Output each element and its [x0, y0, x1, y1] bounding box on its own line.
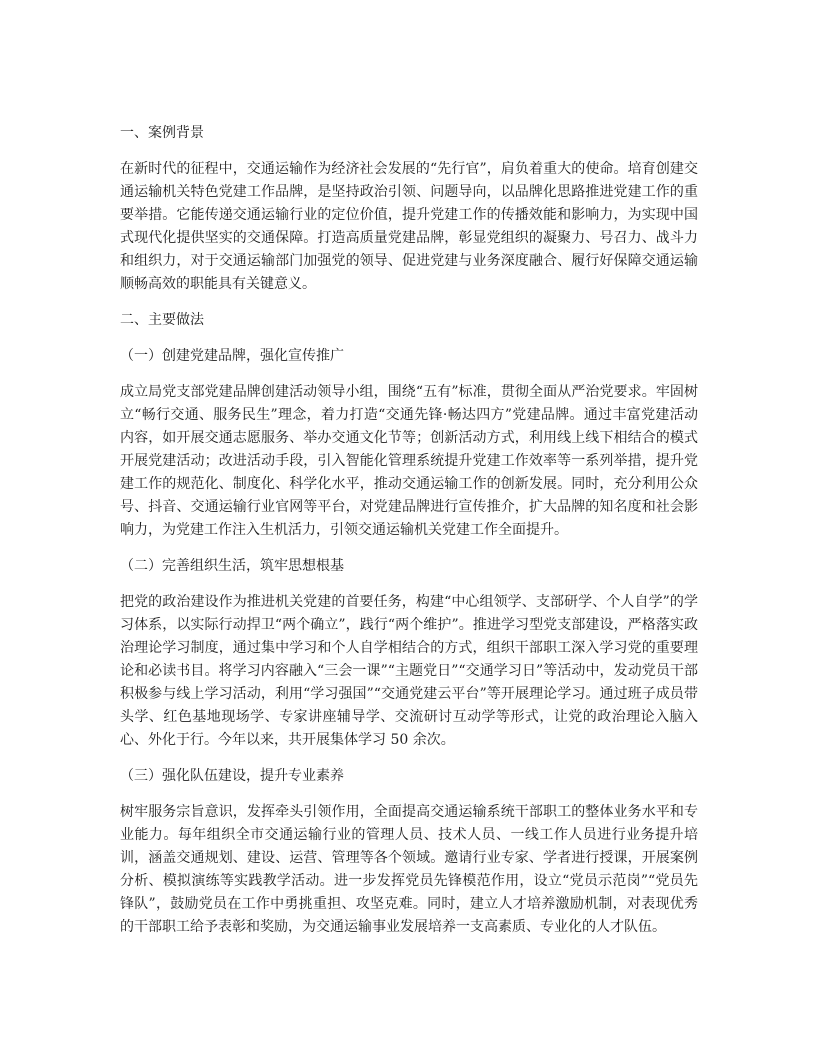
paragraph-team: 树牢服务宗旨意识，发挥牵头引领作用，全面提高交通运输系统干部职工的整体业务水平和专业能力。每年组织全市交通运输行业的管理人员、技术人员、一线工作人员进行业务提升培训，涵盖交通规划、建设、运营、管理等各个领域。邀请行业专家、学者进行授课，开展案例分析、模拟演练等实践教学活动。进一步发挥党员先锋模范作用，设立“党员示范岗”“党员先锋队”，鼓励党员在工作中勇挑重担、攻坚克难。同时，建立人才培养激励机制，对表现优秀的干部职工给予表彰和奖励，为交通运输事业发展培养一支高素质、专业化的人才队伍。: [120, 804, 698, 935]
section-heading-practices: 二、主要做法: [120, 312, 204, 328]
paragraph-organization: 把党的政治建设作为推进机关党建的首要任务，构建“中心组领学、支部研学、个人自学”的学习体系，以实际行动捍卫“两个确立”，践行“两个维护”。推进学习型党支部建设，严格落实政治理论学习制度，通过集中学习和个人自学相结合的方式，组织干部职工深入学习党的重要理论和必读书目。将学习内容融入“三会一课”“主题党日”“交通学习日”等活动中，发动党员干部积极参与线上学习活动，利用“学习强国”“交通党建云平台”等开展理论学习。通过班子成员带头学、红色基地现场学、专家讲座辅导学、交流研讨互动学等形式，让党的政治理论入脑入心、外化于行。今年以来，共开展集体学习 50 余次。: [120, 594, 698, 748]
subheading-team: （三）强化队伍建设，提升专业素养: [120, 768, 344, 784]
subheading-brand: （一）创建党建品牌，强化宣传推广: [120, 348, 344, 364]
paragraph-background: 在新时代的征程中，交通运输作为经济社会发展的“先行官”，肩负着重大的使命。培育创建交通运输机关特色党建工作品牌，是坚持政治引领、问题导向，以品牌化思路推进党建工作的重要举措。它能传递交通运输行业的定位价值，提升党建工作的传播效能和影响力，为实现中国式现代化提供坚实的交通保障。打造高质量党建品牌，彰显党组织的凝聚力、号召力、战斗力和组织力，对于交通运输部门加强党的领导、促进党建与业务深度融合、履行好保障交通运输顺畅高效的职能具有关键意义。: [120, 161, 698, 292]
document-page: [120, 122, 698, 952]
paragraph-brand: 成立局党支部党建品牌创建活动领导小组，围绕“五有”标准，贯彻全面从严治党要求。牢固树立“畅行交通、服务民生”理念，着力打造“交通先锋·畅达四方”党建品牌。通过丰富党建活动内容，如开展交通志愿服务、举办交通文化节等；创新活动方式，利用线上线下相结合的模式开展党建活动；改进活动手段，引入智能化管理系统提升党建工作效率等一系列举措，提升党建工作的规范化、制度化、科学化水平，推动交通运输工作的创新发展。同时，充分利用公众号、抖音、交通运输行业官网等平台，对党建品牌进行宣传推介，扩大品牌的知名度和社会影响力，为党建工作注入生机活力，引领交通运输机关党建工作全面提升。: [120, 384, 698, 538]
subheading-organization: （二）完善组织生活，筑牢思想根基: [120, 558, 344, 574]
section-heading-background: 一、案例背景: [120, 125, 204, 141]
